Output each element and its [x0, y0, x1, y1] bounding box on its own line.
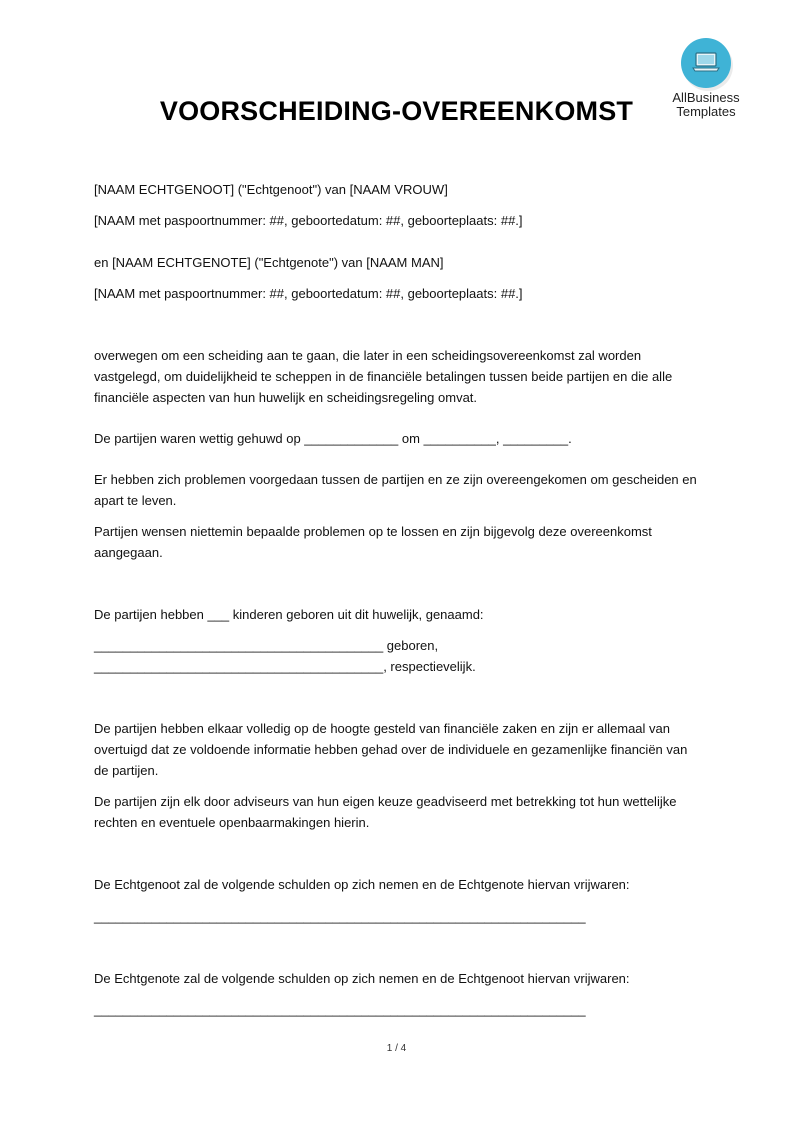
- page-number: 1 / 4: [386, 1043, 407, 1054]
- paragraph-advisors: De partijen zijn elk door adviseurs van hun eigen keuze geadviseerd met betrekking tot hun wettelijke rechten en eventuele openbaarmakingen hierin.: [94, 794, 677, 830]
- husband-debts-blank: ____________________________________________________________________: [94, 909, 586, 924]
- logo-text: AllBusiness Templates: [672, 90, 740, 119]
- wife-debts-blank: ____________________________________________________________________: [94, 1002, 586, 1017]
- paragraph-agreement: Partijen wensen niettemin bepaalde problemen op te lossen en zijn bijgevolg deze overeenkomst aangegaan.: [94, 524, 652, 560]
- paragraph-children: De partijen hebben ___ kinderen geboren uit dit huwelijk, genaamd:: [94, 607, 484, 622]
- document-title: VOORSCHEIDING-OVEREENKOMST: [159, 96, 634, 126]
- children-line-1: ________________________________________ geboren,: [94, 638, 439, 653]
- paragraph-problems: Er hebben zich problemen voorgedaan tussen de partijen en ze zijn overeengekomen om gescheiden en apart te leven.: [94, 472, 697, 508]
- party-2-name: en [NAAM ECHTGENOTE] ("Echtgenote") van [NAAM MAN]: [94, 255, 444, 270]
- paragraph-financial-disclosure: De partijen hebben elkaar volledig op de hoogte gesteld van financiële zaken en zijn er allemaal van overtuigd dat ze voldoende informatie hebben gehad over de individuele en gezamenlijke financiën van de partijen.: [94, 721, 688, 778]
- party-1-name: [NAAM ECHTGENOOT] ("Echtgenoot") van [NAAM VROUW]: [94, 182, 448, 197]
- paragraph-wife-debts: De Echtgenote zal de volgende schulden op zich nemen en de Echtgenoot hiervan vrijwaren:: [94, 971, 630, 986]
- paragraph-marriage: De partijen waren wettig gehuwd op _____________ om __________, _________.: [94, 431, 572, 446]
- paragraph-intent: overwegen om een scheiding aan te gaan, die later in een scheidingsovereenkomst zal worden vastgelegd, om duidelijkheid te scheppen in de financiële betalingen tussen beide partijen en die alle financiële aspecten van hun huwelijk en scheidingsregeling omvat.: [94, 348, 673, 405]
- laptop-icon: [681, 38, 731, 88]
- children-line-2: ________________________________________, respectievelijk.: [94, 659, 476, 674]
- paragraph-husband-debts: De Echtgenoot zal de volgende schulden op zich nemen en de Echtgenote hiervan vrijwaren:: [94, 877, 630, 892]
- party-1-details: [NAAM met paspoortnummer: ##, geboortedatum: ##, geboorteplaats: ##.]: [94, 213, 523, 228]
- party-2-details: [NAAM met paspoortnummer: ##, geboortedatum: ##, geboorteplaats: ##.]: [94, 286, 523, 301]
